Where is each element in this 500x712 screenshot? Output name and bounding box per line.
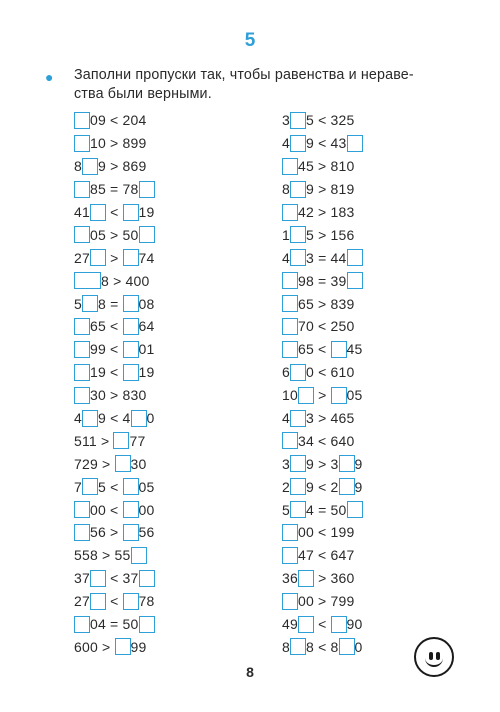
blank-digit-box[interactable] — [290, 226, 306, 243]
expression-text: 8 — [74, 158, 82, 175]
expression-text: 56 — [138, 524, 155, 541]
blank-digit-box[interactable] — [82, 295, 98, 312]
expression-text: 3 = 44 — [306, 249, 347, 266]
blank-digit-box[interactable] — [82, 158, 98, 175]
blank-digit-box[interactable] — [347, 272, 363, 289]
inequality-row — [74, 338, 155, 361]
blank-digit-box[interactable] — [74, 135, 90, 152]
expression-text: 00 < — [90, 501, 123, 518]
blank-digit-box[interactable] — [139, 616, 155, 633]
inequality-row — [74, 475, 155, 498]
expression-text: 99 < — [90, 341, 123, 358]
blank-digit-box[interactable] — [290, 638, 306, 655]
inequality-row — [282, 635, 363, 658]
expression-text: 27 — [74, 249, 90, 266]
expression-text: 4 — [282, 249, 290, 266]
blank-digit-box[interactable] — [74, 272, 101, 289]
expression-text: 70 < 250 — [298, 318, 355, 335]
blank-digit-box[interactable] — [123, 249, 139, 266]
expression-text: < — [313, 616, 331, 633]
inequality-row — [74, 155, 155, 178]
blank-digit-box[interactable] — [139, 181, 155, 198]
blank-digit-box[interactable] — [339, 478, 355, 495]
blank-digit-box[interactable] — [123, 364, 139, 381]
inequality-row — [74, 223, 155, 246]
expression-text: 9 < 43 — [306, 135, 347, 152]
expression-text: 3 > 465 — [306, 410, 355, 427]
page-number: 8 — [246, 664, 254, 680]
inequality-row — [282, 521, 363, 544]
blank-digit-box[interactable] — [115, 455, 131, 472]
right-exercise-column — [282, 109, 363, 658]
expression-text: 4 — [74, 410, 82, 427]
inequality-row — [74, 498, 155, 521]
expression-text: 49 — [282, 616, 298, 633]
inequality-row — [282, 361, 363, 384]
blank-digit-box[interactable] — [82, 478, 98, 495]
expression-text: 4 = 50 — [306, 501, 347, 518]
blank-digit-box[interactable] — [113, 432, 129, 449]
inequality-row — [282, 269, 363, 292]
inequality-row — [282, 178, 363, 201]
inequality-row — [282, 315, 363, 338]
expression-text: 30 — [130, 455, 147, 472]
inequality-row — [282, 109, 363, 132]
expression-text: 09 < 204 — [90, 112, 147, 129]
expression-text: 42 > 183 — [298, 204, 355, 220]
expression-text: 47 < 647 — [298, 547, 355, 564]
expression-text: 5 — [282, 501, 290, 518]
blank-digit-box[interactable] — [290, 410, 306, 427]
inequality-row — [74, 384, 155, 407]
blank-digit-box[interactable] — [282, 524, 298, 541]
blank-digit-box[interactable] — [123, 204, 139, 221]
blank-digit-box[interactable] — [347, 135, 363, 152]
blank-digit-box[interactable] — [74, 364, 90, 381]
expression-text: 5 < — [98, 478, 123, 495]
inequality-row — [282, 544, 363, 567]
inequality-row — [282, 590, 363, 613]
expression-text: 65 > 839 — [298, 295, 355, 312]
expression-text: > — [313, 387, 331, 404]
blank-digit-box[interactable] — [339, 455, 355, 472]
expression-text: 6 — [282, 364, 290, 381]
expression-text: 74 — [138, 249, 155, 266]
blank-digit-box[interactable] — [131, 547, 147, 564]
expression-text: 37 — [74, 570, 90, 587]
expression-text: 41 — [74, 204, 90, 220]
task-number: 5 — [244, 30, 256, 51]
expression-text: 98 = 39 — [298, 272, 347, 289]
expression-text: 9 < 4 — [98, 410, 131, 427]
expression-text: 90 — [346, 616, 363, 633]
expression-text: 05 — [346, 387, 363, 404]
expression-text: 0 < 610 — [306, 364, 355, 381]
inequality-row — [74, 292, 155, 315]
blank-digit-box[interactable] — [347, 501, 363, 518]
blank-digit-box[interactable] — [74, 341, 90, 358]
blank-digit-box[interactable] — [123, 524, 139, 541]
expression-text: 0 — [146, 410, 155, 427]
inequality-row — [282, 384, 363, 407]
blank-digit-box[interactable] — [90, 593, 106, 610]
blank-digit-box[interactable] — [282, 547, 298, 564]
blank-digit-box[interactable] — [139, 570, 155, 587]
inequality-row — [282, 132, 363, 155]
expression-text: 8 — [282, 181, 290, 198]
expression-text: 08 — [138, 295, 155, 312]
expression-text: 8 < 8 — [306, 638, 339, 655]
expression-text: 0 — [354, 638, 363, 655]
expression-text: < 37 — [105, 570, 139, 587]
inequality-row — [74, 613, 155, 636]
expression-text: 56 > — [90, 524, 123, 541]
expression-text: 1 — [282, 226, 290, 243]
expression-text: 00 < 199 — [298, 524, 355, 541]
expression-text: 8 — [282, 638, 290, 655]
expression-text: 65 < — [90, 318, 123, 335]
blank-digit-box[interactable] — [331, 616, 347, 633]
blank-digit-box[interactable] — [74, 112, 90, 129]
blank-digit-box[interactable] — [347, 249, 363, 266]
expression-text: 9 — [354, 478, 363, 495]
expression-text: 36 — [282, 570, 298, 587]
blank-digit-box[interactable] — [282, 204, 298, 221]
expression-text: < — [105, 593, 123, 610]
inequality-row — [74, 429, 155, 452]
expression-text: 4 — [282, 135, 290, 152]
inequality-row — [74, 567, 155, 590]
blank-digit-box[interactable] — [123, 295, 139, 312]
inequality-row — [74, 315, 155, 338]
blank-digit-box[interactable] — [82, 410, 98, 427]
expression-text: 511 > — [74, 432, 114, 449]
expression-text: 3 — [282, 112, 290, 129]
expression-text: > — [105, 249, 123, 266]
expression-text: 8 > 400 — [101, 272, 150, 289]
expression-text: 19 — [138, 204, 155, 220]
inequality-row — [74, 132, 155, 155]
expression-text: 05 > 50 — [90, 226, 139, 243]
blank-digit-box[interactable] — [282, 593, 298, 610]
bullet-dot-icon: ● — [45, 69, 54, 85]
blank-digit-box[interactable] — [90, 204, 106, 221]
expression-text: 2 — [282, 478, 290, 495]
blank-digit-box[interactable] — [290, 455, 306, 472]
inequality-row — [282, 567, 363, 590]
blank-digit-box[interactable] — [282, 272, 298, 289]
expression-text: 9 < 2 — [306, 478, 339, 495]
left-exercise-column — [74, 109, 155, 658]
task-instruction — [74, 66, 456, 104]
expression-text: 64 — [138, 318, 155, 335]
blank-digit-box[interactable] — [123, 318, 139, 335]
blank-digit-box[interactable] — [331, 387, 347, 404]
inequality-row — [282, 407, 363, 430]
blank-digit-box[interactable] — [74, 226, 90, 243]
expression-text: 99 — [130, 638, 147, 655]
blank-digit-box[interactable] — [282, 295, 298, 312]
inequality-row — [74, 269, 155, 292]
inequality-row — [74, 635, 155, 658]
smiley-mouth — [425, 653, 443, 667]
inequality-row — [282, 223, 363, 246]
blank-digit-box[interactable] — [290, 135, 306, 152]
inequality-row — [74, 178, 155, 201]
blank-digit-box[interactable] — [74, 616, 90, 633]
expression-text: 19 < — [90, 364, 123, 381]
blank-digit-box[interactable] — [290, 181, 306, 198]
blank-digit-box[interactable] — [331, 341, 347, 358]
blank-digit-box[interactable] — [339, 638, 355, 655]
expression-text: 00 — [138, 501, 155, 518]
expression-text: 30 > 830 — [90, 387, 147, 404]
inequality-row — [282, 613, 363, 636]
inequality-row — [74, 201, 155, 224]
inequality-row — [74, 590, 155, 613]
inequality-row — [282, 498, 363, 521]
inequality-row — [282, 292, 363, 315]
blank-digit-box[interactable] — [123, 478, 139, 495]
blank-digit-box[interactable] — [74, 318, 90, 335]
expression-text: 27 — [74, 593, 90, 610]
expression-text: 85 = 78 — [90, 181, 139, 198]
blank-digit-box[interactable] — [290, 501, 306, 518]
expression-text: 34 < 640 — [298, 432, 355, 449]
blank-digit-box[interactable] — [115, 638, 131, 655]
expression-text: 3 — [282, 455, 290, 472]
blank-digit-box[interactable] — [290, 478, 306, 495]
blank-digit-box[interactable] — [74, 501, 90, 518]
blank-digit-box[interactable] — [123, 341, 139, 358]
blank-digit-box[interactable] — [139, 226, 155, 243]
expression-text: 5 — [74, 295, 82, 312]
inequality-row — [282, 246, 363, 269]
expression-text: 05 — [138, 478, 155, 495]
blank-digit-box[interactable] — [282, 341, 298, 358]
expression-text: 5 > 156 — [306, 226, 355, 243]
expression-text: 10 — [282, 387, 298, 404]
blank-digit-box[interactable] — [74, 387, 90, 404]
expression-text: 10 > 899 — [90, 135, 147, 152]
expression-text: 78 — [138, 593, 155, 610]
inequality-row — [74, 452, 155, 475]
blank-digit-box[interactable] — [74, 181, 90, 198]
blank-digit-box[interactable] — [298, 616, 314, 633]
blank-digit-box[interactable] — [131, 410, 147, 427]
expression-text: 65 < — [298, 341, 331, 358]
blank-digit-box[interactable] — [90, 249, 106, 266]
expression-text: 8 = — [98, 295, 123, 312]
expression-text: 00 > 799 — [298, 593, 355, 610]
expression-text: 04 = 50 — [90, 616, 139, 633]
expression-text: 01 — [138, 341, 155, 358]
inequality-row — [282, 475, 363, 498]
blank-digit-box[interactable] — [298, 387, 314, 404]
expression-text: 9 > 819 — [306, 181, 355, 198]
expression-text: > 360 — [313, 570, 355, 587]
expression-text: 600 > — [74, 638, 115, 655]
blank-digit-box[interactable] — [290, 364, 306, 381]
instruction-line: Заполни пропуски так, чтобы равенства и нераве- — [74, 67, 414, 83]
blank-digit-box[interactable] — [123, 593, 139, 610]
blank-digit-box[interactable] — [74, 524, 90, 541]
blank-digit-box[interactable] — [282, 318, 298, 335]
instruction-line: ства были верными. — [74, 86, 212, 102]
expression-text: 7 — [74, 478, 82, 495]
inequality-row — [74, 521, 155, 544]
blank-digit-box[interactable] — [298, 570, 314, 587]
inequality-row — [282, 338, 363, 361]
inequality-row — [74, 109, 155, 132]
expression-text: 19 — [138, 364, 155, 381]
inequality-row — [282, 452, 363, 475]
expression-text: 9 — [354, 455, 363, 472]
inequality-row — [74, 407, 155, 430]
inequality-row — [74, 544, 155, 567]
expression-text: 9 > 869 — [98, 158, 147, 175]
blank-digit-box[interactable] — [290, 249, 306, 266]
expression-text: 5 < 325 — [306, 112, 355, 129]
blank-digit-box[interactable] — [282, 158, 298, 175]
inequality-row — [282, 429, 363, 452]
smiley-face-icon — [414, 637, 454, 677]
expression-text: 77 — [129, 432, 146, 449]
expression-text: 9 > 3 — [306, 455, 339, 472]
inequality-row — [282, 155, 363, 178]
inequality-row — [282, 201, 363, 224]
blank-digit-box[interactable] — [290, 112, 306, 129]
inequality-row — [74, 361, 155, 384]
expression-text: 558 > 55 — [74, 547, 131, 564]
expression-text: 4 — [282, 410, 290, 427]
expression-text: 45 — [346, 341, 363, 358]
expression-text: 729 > — [74, 455, 115, 472]
blank-digit-box[interactable] — [123, 501, 139, 518]
blank-digit-box[interactable] — [282, 432, 298, 449]
expression-text: < — [105, 204, 123, 220]
inequality-row — [74, 246, 155, 269]
expression-text: 45 > 810 — [298, 158, 355, 175]
blank-digit-box[interactable] — [90, 570, 106, 587]
